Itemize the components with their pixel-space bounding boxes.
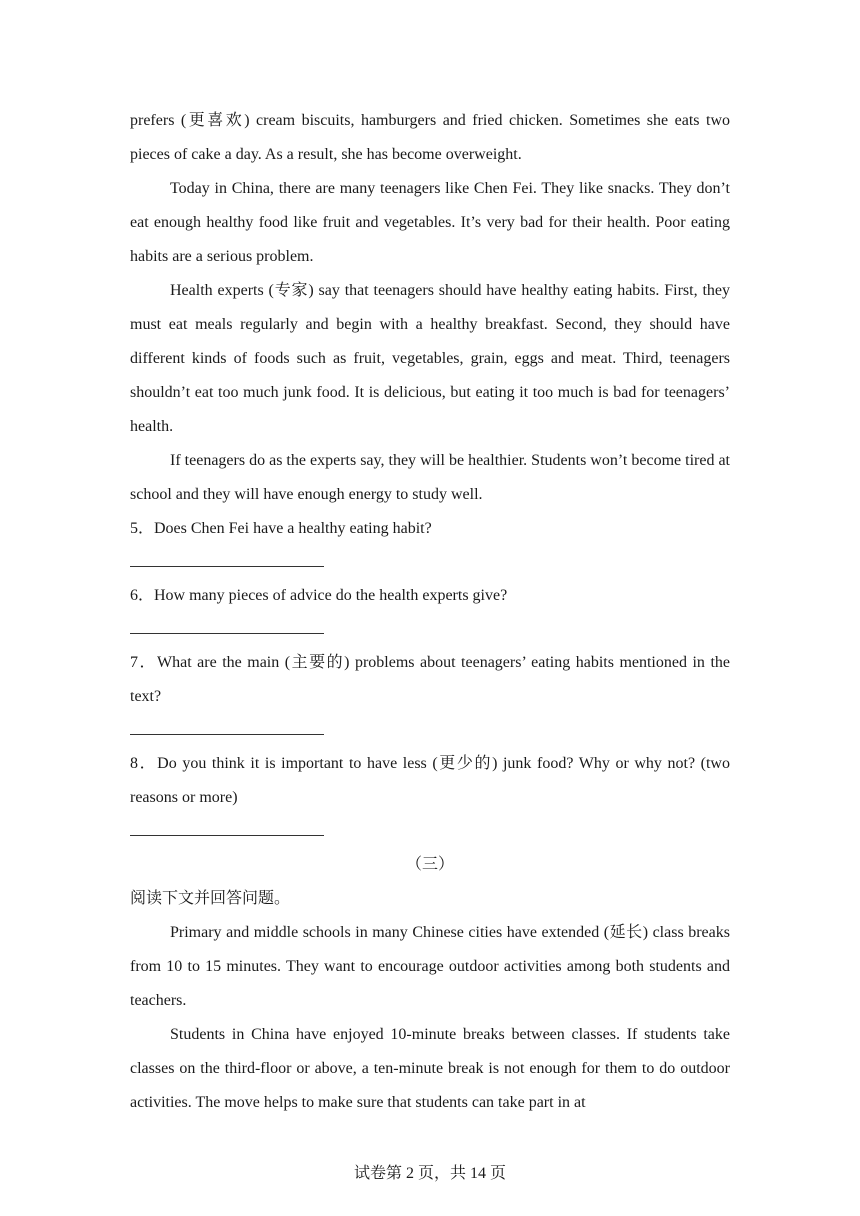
answer-line-6[interactable] <box>130 633 324 634</box>
section-title: （三） <box>405 856 454 873</box>
passage-paragraph: Today in China, there are many teenagers like Chen Fei. They like snacks. They don’t eat enough healthy food like fruit and vegetables. It’s very bad for their health. Poor eating habits are a serious problem. <box>130 180 730 265</box>
passage-paragraph: prefers (更喜欢) cream biscuits, hamburgers and fried chicken. Sometimes she eats two pieces of cake a day. As a result, she has become overweight. <box>130 112 730 163</box>
passage-paragraph: If teenagers do as the experts say, they will be healthier. Students won’t become tired at school and they will have enough energy to study well. <box>130 452 730 503</box>
question-6: 6．How many pieces of advice do the health experts give? <box>130 587 508 604</box>
answer-line-8[interactable] <box>130 835 324 836</box>
question-5: 5．Does Chen Fei have a healthy eating habit? <box>130 520 432 537</box>
question-8: 8．Do you think it is important to have less (更少的) junk food? Why or why not? (two reasons or more) <box>130 755 730 806</box>
passage-paragraph: Primary and middle schools in many Chinese cities have extended (延长) class breaks from 10 to 15 minutes. They want to encourage outdoor activities among both students and teachers. <box>130 924 730 1009</box>
answer-line-5[interactable] <box>130 566 324 567</box>
answer-line-7[interactable] <box>130 734 324 735</box>
question-7: 7．What are the main (主要的) problems about teenagers’ eating habits mentioned in the text? <box>130 654 730 705</box>
page-footer: 试卷第 2 页，共 14 页 <box>353 1165 506 1182</box>
document-body <box>130 104 730 1120</box>
section-instruction: 阅读下文并回答问题。 <box>130 890 291 907</box>
passage-paragraph: Health experts (专家) say that teenagers should have healthy eating habits. First, they must eat meals regularly and begin with a healthy breakfast. Second, they should have different kinds of foods such as fruit, vegetables, grain, eggs and meat. Third, teenagers shouldn’t eat too much junk food. It is delicious, but eating it too much is bad for teenagers’ health. <box>130 282 730 435</box>
passage-paragraph: Students in China have enjoyed 10-minute breaks between classes. If students take classes on the third-floor or above, a ten-minute break is not enough for them to do outdoor activities. The move helps to make sure that students can take part in at <box>130 1026 730 1111</box>
